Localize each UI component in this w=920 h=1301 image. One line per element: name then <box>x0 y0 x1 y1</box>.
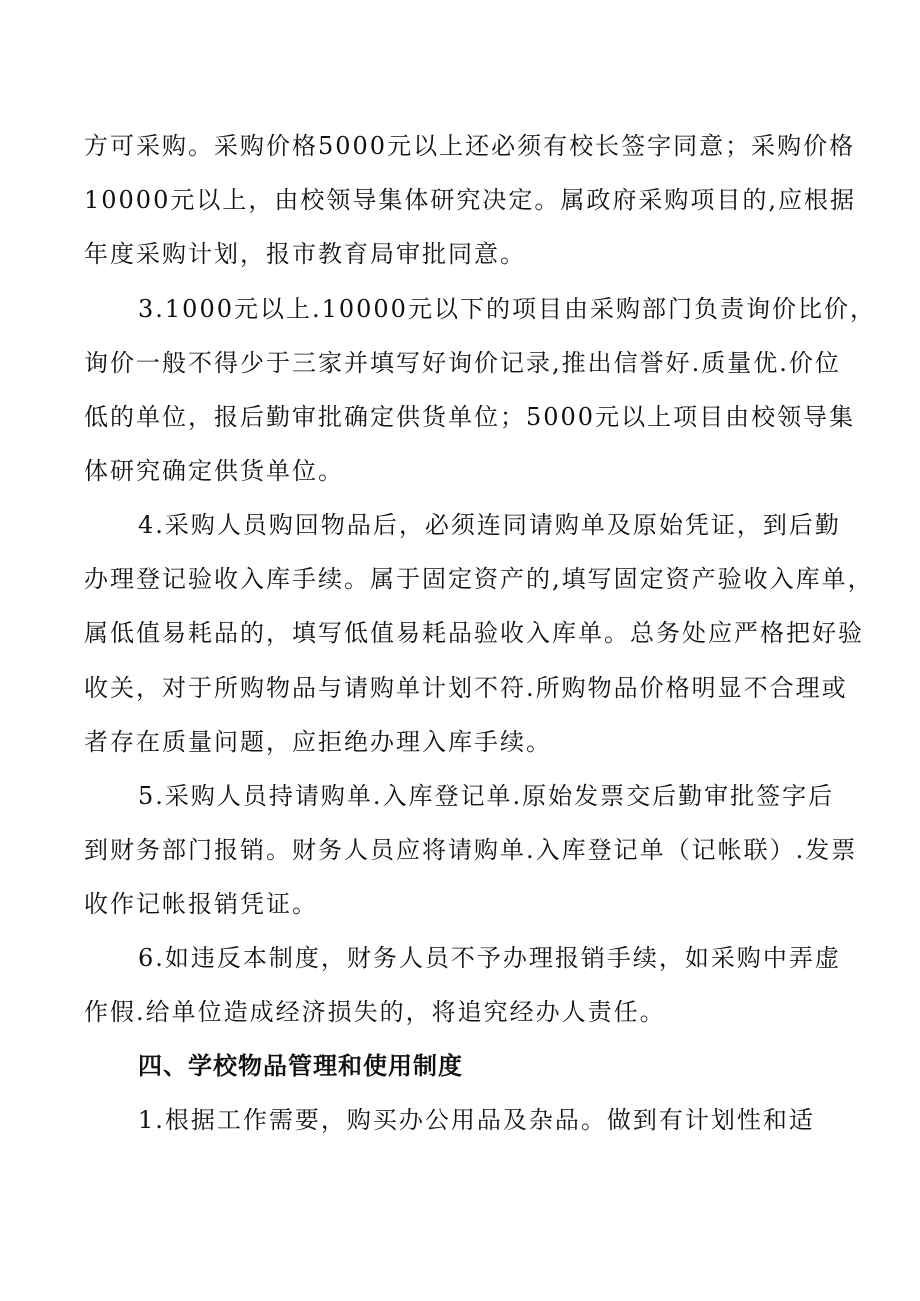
text-line: 到财务部门报销。财务人员应将请购单.入库登记单（记帐联）.发票 <box>84 836 858 864</box>
text-line: 5.采购人员持请购单.入库登记单.原始发票交后勤审批签字后 <box>138 782 835 810</box>
text-line: 方可采购。采购价格5000元以上还必须有校长签字同意；采购价格 <box>84 132 856 160</box>
text-line: 收关，对于所购物品与请购单计划不符.所购物品价格明显不合理或 <box>84 674 848 702</box>
section-heading: 四、学校物品管理和使用制度 <box>138 1052 463 1080</box>
text-line: 6.如违反本制度，财务人员不予办理报销手续，如采购中弄虚 <box>138 944 841 972</box>
text-line: 属低值易耗品的，填写低值易耗品验收入库单。总务处应严格把好验 <box>84 619 864 647</box>
text-line: 年度采购计划，报市教育局审批同意。 <box>84 240 526 268</box>
text-line: 3.1000元以上.10000元以下的项目由采购部门负责询价比价， <box>138 295 876 323</box>
text-line: 者存在质量问题，应拒绝办理入库手续。 <box>84 728 552 756</box>
text-line: 收作记帐报销凭证。 <box>84 890 318 918</box>
text-line: 办理登记验收入库手续。属于固定资产的,填写固定资产验收入库单， <box>84 565 874 593</box>
text-line: 体研究确定供货单位。 <box>84 457 344 485</box>
text-line: 4.采购人员购回物品后，必须连同请购单及原始凭证，到后勤 <box>138 511 841 539</box>
text-line: 低的单位，报后勤审批确定供货单位；5000元以上项目由校领导集 <box>84 403 856 431</box>
text-line: 询价一般不得少于三家并填写好询价记录,推出信誉好.质量优.价位 <box>84 349 841 377</box>
text-line: 10000元以上，由校领导集体研究决定。属政府采购项目的,应根据 <box>84 186 856 214</box>
text-line: 1.根据工作需要，购买办公用品及杂品。做到有计划性和适 <box>138 1106 815 1134</box>
text-line: 作假.给单位造成经济损失的，将追究经办人责任。 <box>84 998 666 1026</box>
